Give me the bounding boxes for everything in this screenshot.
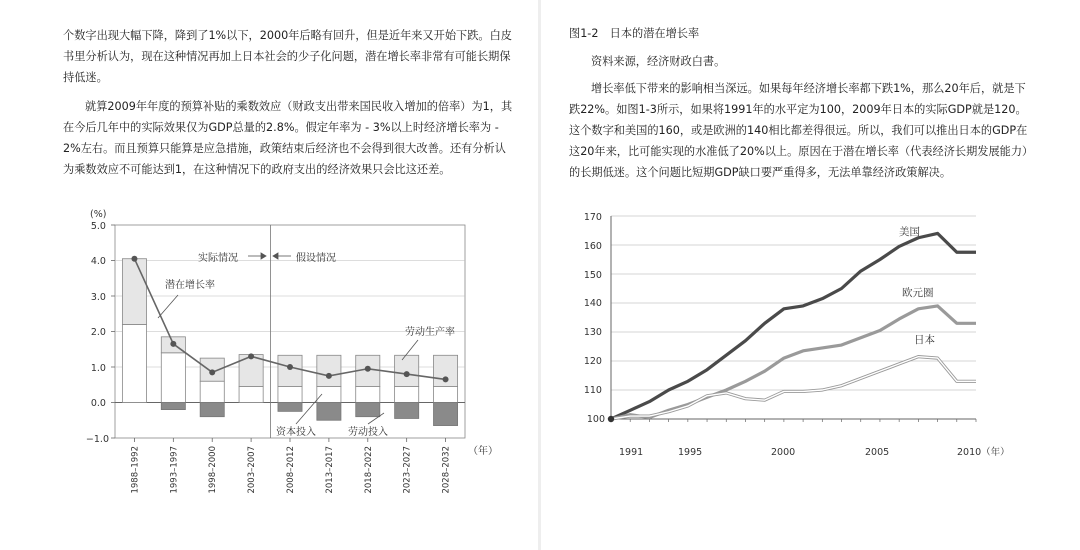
bar-labor-productivity — [161, 353, 185, 403]
potential-growth-point — [170, 341, 176, 347]
ytick-2: 2.0 — [90, 327, 106, 338]
xtick-2005: 2005 — [865, 447, 890, 458]
ytick-170: 170 — [583, 212, 602, 223]
xtick-label: 1998–2000 — [208, 446, 219, 494]
annot-potential: 潜在增长率 — [165, 280, 215, 291]
bar-labor-input — [395, 403, 419, 419]
ytick-150: 150 — [583, 270, 602, 281]
x-unit-label: （年） — [468, 446, 498, 457]
chart1-xtick-labels — [130, 438, 451, 494]
ytick-140: 140 — [583, 298, 602, 309]
potential-growth-point — [365, 366, 371, 372]
ytick-160: 160 — [583, 241, 602, 252]
bar-labor-input — [317, 403, 341, 421]
ytick-5: 5.0 — [90, 221, 106, 232]
bar-labor-productivity — [278, 387, 302, 403]
bar-labor-productivity — [395, 387, 419, 403]
bar-labor-productivity — [317, 387, 341, 403]
japan-line — [611, 357, 976, 419]
japan-line-inner — [611, 357, 976, 419]
xtick-1991: 1991 — [619, 447, 644, 458]
xtick-label: 2013–2017 — [324, 446, 335, 494]
xtick-2010: 2010（年） — [957, 447, 1010, 458]
potential-growth-point — [209, 369, 215, 375]
figure-caption: 图1-2 日本的潜在增长率 — [569, 27, 700, 40]
potential-growth-point — [131, 256, 137, 262]
figure-source: 资料来源，经济财政白書。 — [591, 55, 726, 68]
origin-point — [608, 416, 614, 422]
chart2-xticks — [619, 446, 1010, 458]
xtick-2000: 2000 — [771, 447, 796, 458]
bar-labor-productivity — [239, 387, 263, 403]
bar-labor-input — [434, 403, 458, 426]
bar-capital-input — [317, 355, 341, 386]
ytick-4: 4.0 — [90, 256, 106, 267]
potential-growth-point — [443, 376, 449, 382]
xtick-label: 2008–2012 — [286, 446, 296, 494]
left-paragraph-2: 就算2009年年度的预算补贴的乘数效应（财政支出带来国民收入增加的倍率）为1，其在今后几年中的实际效果仅为GDP总量的2.8%。假定年率为 - 3%以上时经济增长率为 - 2%左右。而且预算只能算是应急措施，政策结束后经济也不会得到很大改善。还有分析认为乘数效应不可能达到1，在这种情况下的政府支出的经济效果只会比这还差。 — [63, 100, 513, 176]
xtick-label: 1988–1992 — [130, 446, 141, 494]
label-euro: 欧元圈 — [902, 287, 934, 299]
bar-labor-input — [356, 403, 380, 417]
xtick-label: 2018–2022 — [363, 446, 374, 494]
bar-capital-input — [122, 259, 146, 325]
xtick-1995: 1995 — [678, 447, 703, 458]
bar-capital-input — [395, 355, 419, 386]
bar-labor-productivity — [122, 324, 146, 402]
left-paragraph-1: 个数字出现大幅下降，降到了1%以下，2000年后略有回升，但是近年来又开始下跌。白皮书里分析认为，现在这种情况再加上日本社会的少子化问题，潜在增长率非常有可能长期保持低迷。 — [63, 29, 512, 84]
potential-growth-point — [404, 371, 410, 377]
right-paragraph-1: 增长率低下带来的影响相当深远。如果每年经济增长率都下跌1%，那么20年后，就是下跌22%。如图1-3所示，如果将1991年的水平定为100，2009年日本的实际GDP就是120。这个数字和美国的160，或是欧洲的140相比都差得很远。所以，我们可以推出日本的GDP在这20年来，比可能实现的水准低了20%以上。原因在于潜在增长率（代表经济长期发展能力）的长期低迷。这个问题比短期GDP缺口要严重得多，无法单靠经济政策解决。 — [569, 82, 1028, 179]
euro-line — [611, 306, 976, 419]
bar-labor-input — [278, 403, 302, 412]
annot-actual: 实际情况 — [198, 253, 238, 264]
right-page — [541, 0, 1080, 550]
annot-labor: 劳动投入 — [348, 427, 388, 438]
xtick-label: 1993–1997 — [169, 446, 180, 494]
xtick-label: 2028–2032 — [441, 446, 452, 494]
ytick-3: 3.0 — [90, 292, 106, 303]
chart2-yticks — [584, 212, 605, 425]
chart1-yticks — [86, 221, 109, 445]
left-page — [0, 0, 538, 550]
y-unit-label: (%) — [90, 209, 107, 220]
ytick-110: 110 — [583, 385, 602, 396]
ytick-100: 100 — [586, 414, 605, 425]
annot-labor-productivity: 劳动生产率 — [405, 327, 455, 338]
potential-growth-point — [287, 364, 293, 370]
annot-capital: 资本投入 — [276, 427, 316, 438]
gdp-comparison-chart — [541, 200, 1080, 470]
bar-labor-input — [200, 403, 224, 417]
ytick-1: 1.0 — [90, 363, 106, 374]
bar-labor-productivity — [434, 387, 458, 403]
ytick-130: 130 — [583, 327, 602, 338]
annot-hypothetical: 假设情况 — [296, 253, 336, 264]
potential-growth-chart — [0, 200, 538, 500]
label-usa: 美国 — [899, 226, 920, 238]
ytick-120: 120 — [583, 356, 602, 367]
ytick-neg1: −1.0 — [85, 434, 109, 445]
ytick-0: 0.0 — [90, 398, 106, 409]
potential-growth-point — [326, 373, 332, 379]
chart1-annotations — [165, 251, 498, 457]
bar-labor-productivity — [356, 387, 380, 403]
bar-labor-productivity — [200, 381, 224, 402]
bar-labor-input — [161, 403, 185, 410]
xtick-label: 2023–2027 — [402, 446, 413, 494]
potential-growth-point — [248, 353, 254, 359]
xtick-label: 2003–2007 — [247, 446, 258, 494]
bar-capital-input — [278, 355, 302, 386]
label-japan: 日本 — [914, 334, 935, 346]
